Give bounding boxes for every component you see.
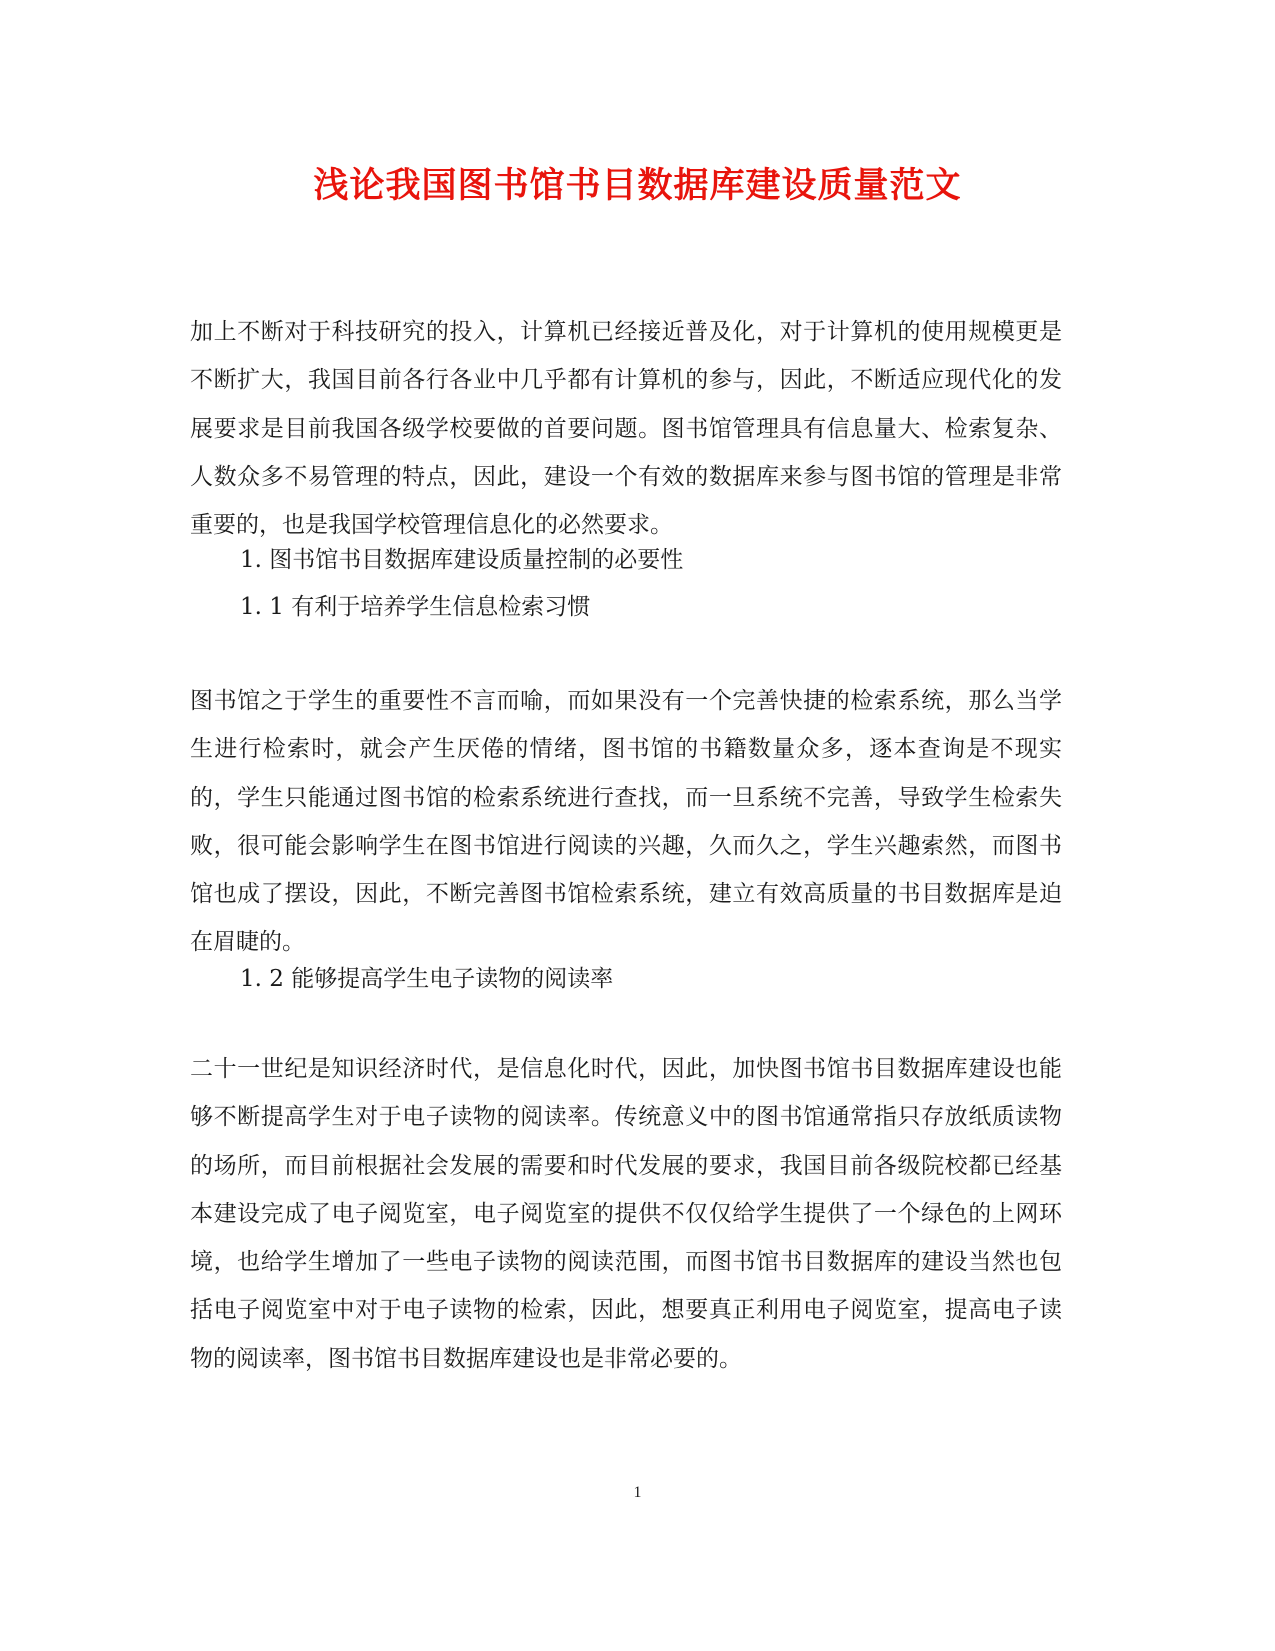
document-title: 浅论我国图书馆书目数据库建设质量范文 — [313, 165, 962, 206]
section-heading-1: 1. 图书馆书目数据库建设质量控制的必要性 — [240, 547, 684, 573]
page-number: 1 — [633, 1484, 642, 1501]
section-heading-1-1: 1. 1 有利于培养学生信息检索习惯 — [240, 594, 591, 620]
paragraph-section-1-2: 二十一世纪是知识经济时代，是信息化时代，因此，加快图书馆书目数据库建设也能够不断提高学生对于电子读物的阅读率。传统意义中的图书馆通常指只存放纸质读物的场所，而目前根据社会发展的需要和时代发展的要求，我国目前各级院校都已经基本建设完成了电子阅览室，电子阅览室的提供不仅仅给学生提供了一个绿色的上网环境，也给学生增加了一些电子读物的阅读范围，而图书馆书目数据库的建设当然也包括电子阅览室中对于电子读物的检索，因此，想要真正利用电子阅览室，提高电子读物的阅读率，图书馆书目数据库建设也是非常必要的。 — [190, 1056, 1062, 1372]
section-heading-1-2: 1. 2 能够提高学生电子读物的阅读率 — [240, 966, 614, 992]
paragraph-intro: 加上不断对于科技研究的投入，计算机已经接近普及化，对于计算机的使用规模更是不断扩大，我国目前各行各业中几乎都有计算机的参与，因此，不断适应现代化的发展要求是目前我国各级学校要做的首要问题。图书馆管理具有信息量大、检索复杂、人数众多不易管理的特点，因此，建设一个有效的数据库来参与图书馆的管理是非常重要的，也是我国学校管理信息化的必然要求。 — [190, 319, 1062, 539]
paragraph-section-1-1: 图书馆之于学生的重要性不言而喻，而如果没有一个完善快捷的检索系统，那么当学生进行检索时，就会产生厌倦的情绪，图书馆的书籍数量众多，逐本查询是不现实的，学生只能通过图书馆的检索系统进行查找，而一旦系统不完善，导致学生检索失败，很可能会影响学生在图书馆进行阅读的兴趣，久而久之，学生兴趣索然，而图书馆也成了摆设，因此，不断完善图书馆检索系统，建立有效高质量的书目数据库是迫在眉睫的。 — [190, 688, 1062, 956]
